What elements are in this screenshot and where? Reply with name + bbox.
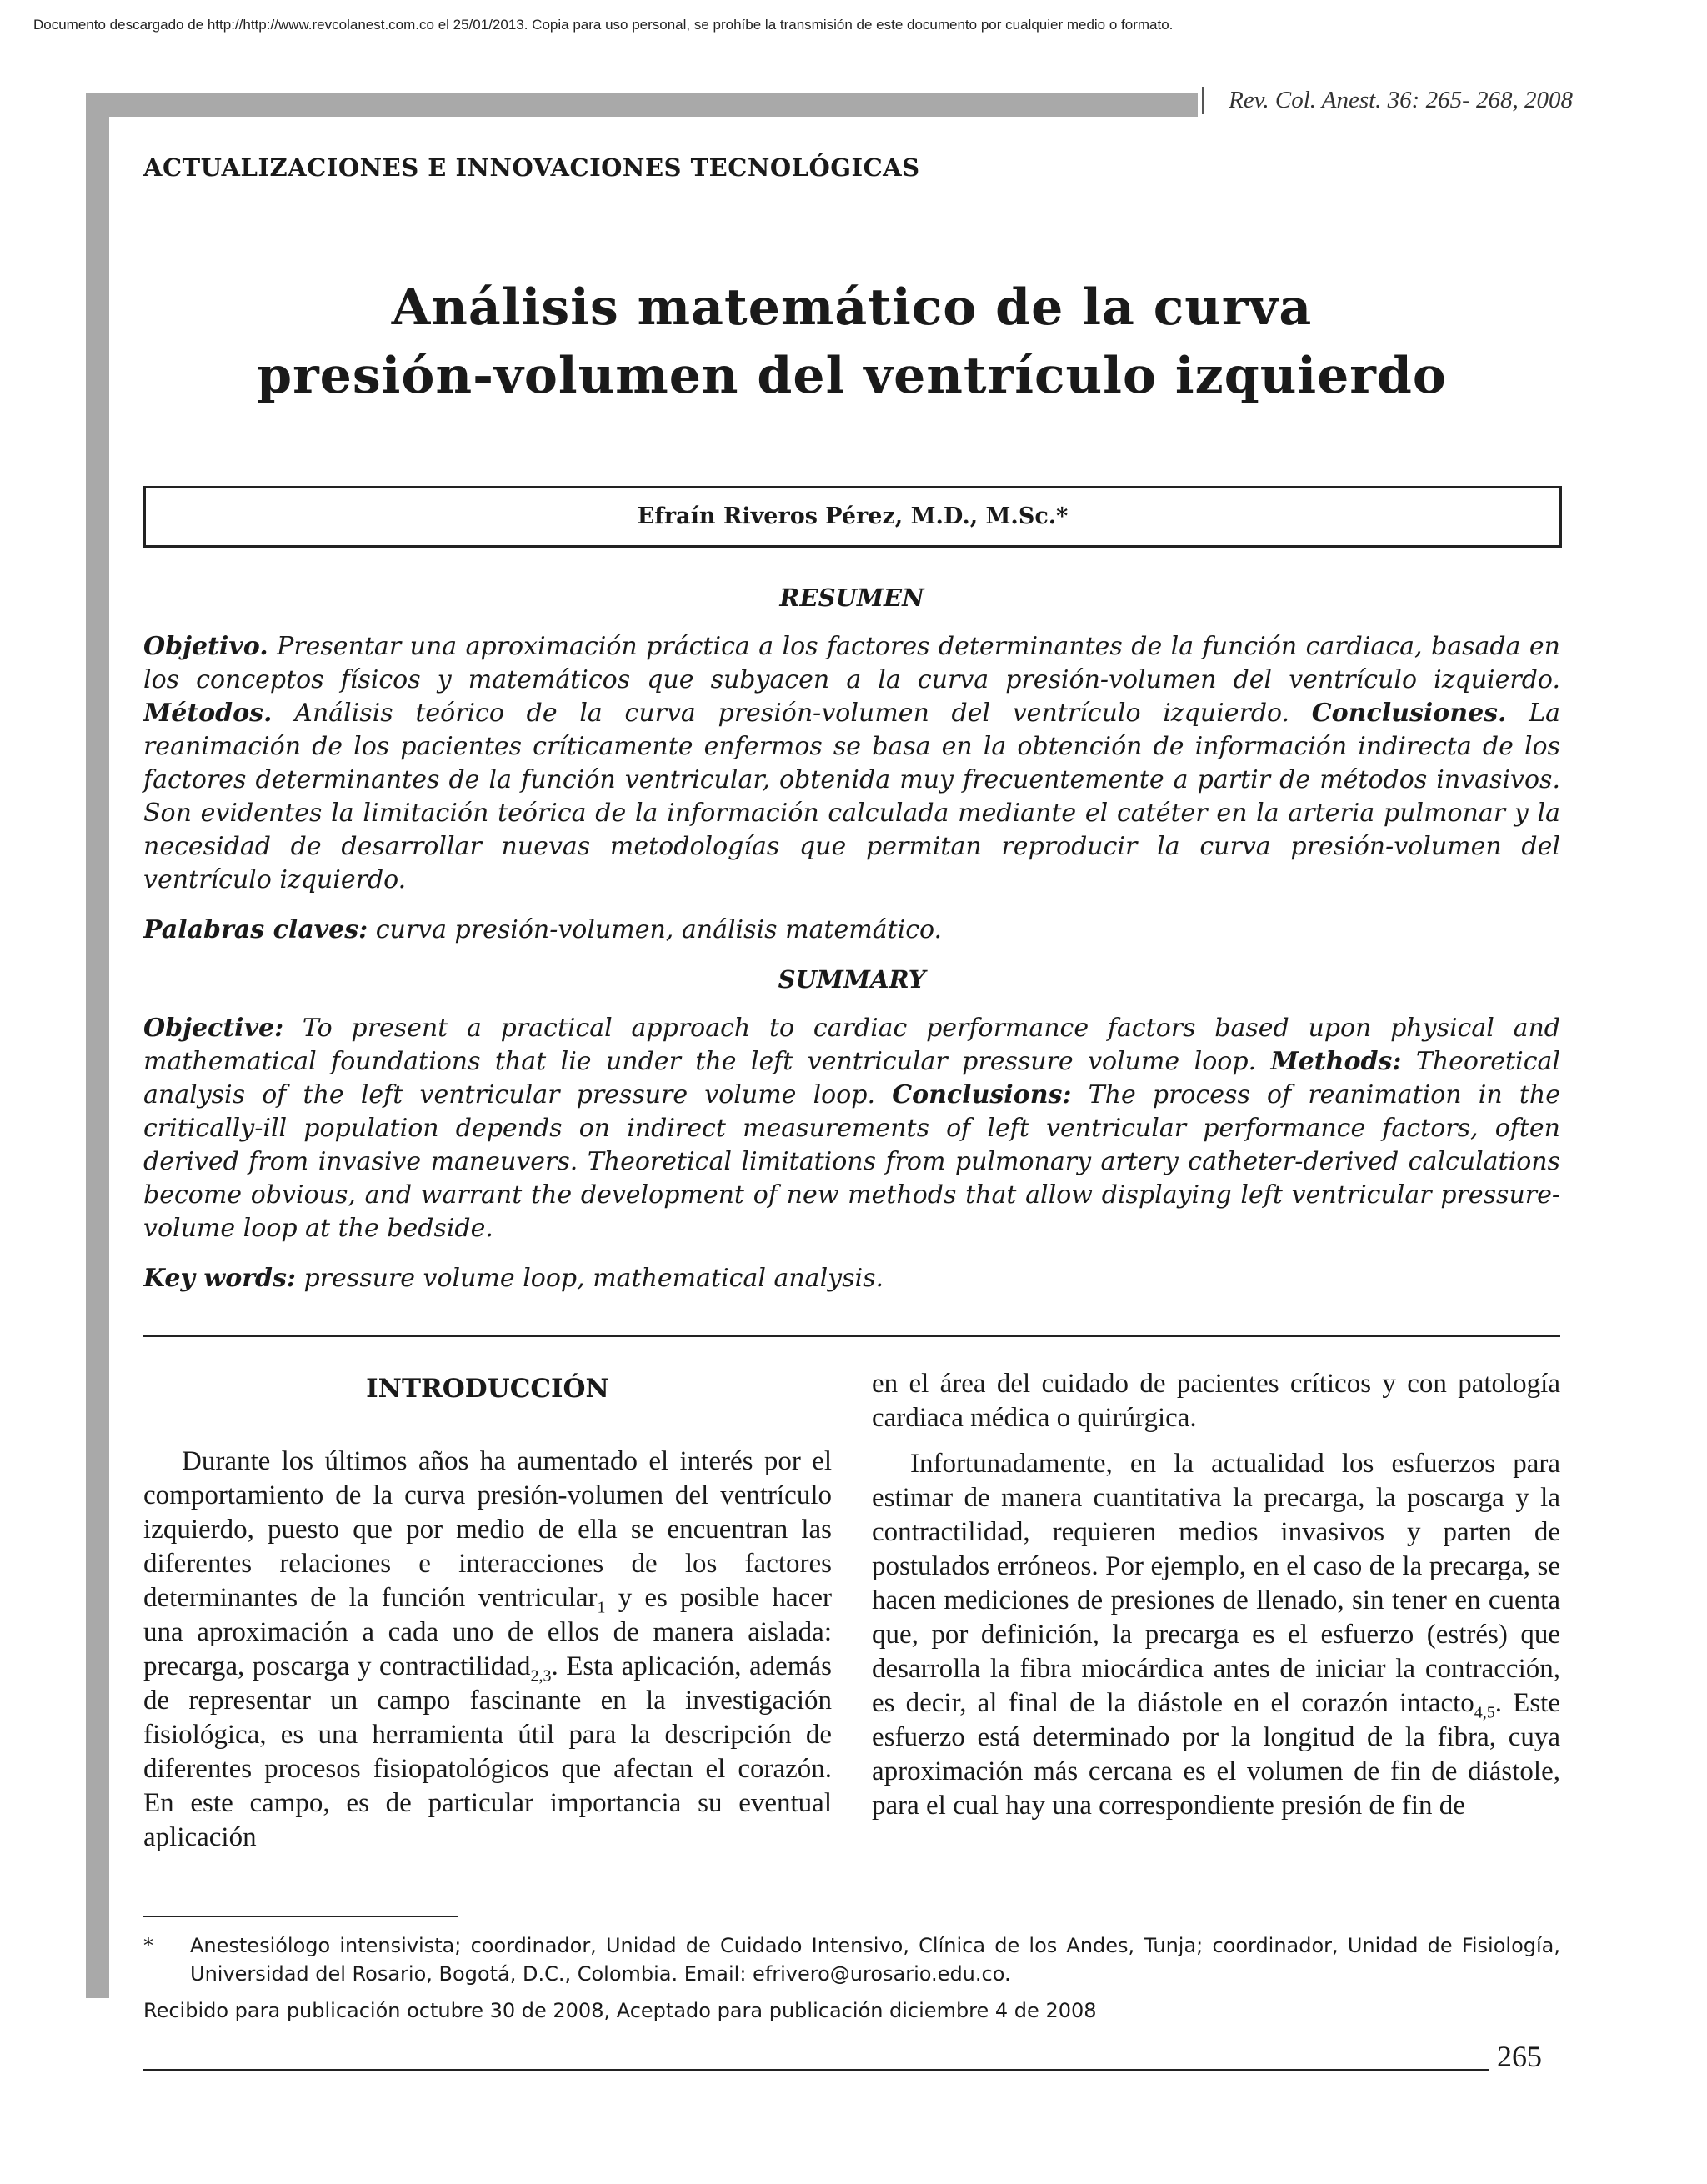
resumen-heading: RESUMEN <box>779 584 924 612</box>
summary-heading: SUMMARY <box>778 965 926 994</box>
received-note: Recibido para publicación octubre 30 de 2008, Aceptado para publicación diciembre 4 de 2008 <box>143 1999 1097 2022</box>
objetivo-text: Presentar una aproximación práctica a los factores determinantes de la función cardiaca, basada en los conceptos físicos y matemáticos que subyacen a la curva presión-volumen del ventrículo izquierdo. <box>143 632 1560 694</box>
left-column <box>143 1367 832 1866</box>
intro-paragraph-1 <box>143 1445 832 1855</box>
author-name: Efraín Riveros Pérez, M.D., M.Sc.* <box>637 503 1069 529</box>
objective-text: To present a practical approach to cardiac performance factors based upon physical and mathematical foundations that lie under the left ventricular pressure volume loop. <box>143 1014 1560 1076</box>
citation-4-5: 4,5 <box>1474 1703 1495 1722</box>
title-line-2: presión-volumen del ventrículo izquierdo <box>257 347 1447 405</box>
metodos-text: Análisis teórico de la curva presión-volumen del ventrículo izquierdo. <box>272 699 1312 728</box>
intro-p2-part-a: Infortunadamente, en la actualidad los esfuerzos para estimar de manera cuantitativa la precarga, la poscarga y la contractilidad, requieren medios invasivos y parten de postulados erróneos. Por ejemplo, en el caso de la precarga, se hacen mediciones de presiones de llenado, sin tener en cuenta que, por definición, la precarga es el esfuerzo (estrés) que desarrolla la fibra miocárdica antes de iniciar la contracción, es decir, al final de la diástole en el corazón intacto <box>872 1449 1560 1718</box>
methods-text: Theoretical analysis of the left ventricular pressure volume loop. <box>143 1047 1560 1110</box>
conclusiones-label: Conclusiones. <box>1311 699 1507 728</box>
left-margin-bar <box>86 93 109 1998</box>
footnote-divider <box>143 1916 458 1917</box>
header-bar <box>86 93 1198 117</box>
palabras-label: Palabras claves: <box>143 915 368 944</box>
download-notice: Documento descargado de http://http://www.revcolanest.com.co el 25/01/2013. Copia para uso personal, se prohíbe la transmisión de este documento por cualquier medio o formato. <box>33 17 1174 33</box>
palabras-claves <box>143 915 1560 944</box>
palabras-text: curva presión-volumen, análisis matemático. <box>368 915 943 944</box>
journal-reference: Rev. Col. Anest. 36: 265- 268, 2008 <box>1202 87 1573 114</box>
page-number: 265 <box>1497 2040 1542 2073</box>
abstract-divider <box>143 1335 1560 1337</box>
section-label: ACTUALIZACIONES E INNOVACIONES TECNOLÓGICAS <box>143 153 920 182</box>
keywords-label: Key words: <box>143 1264 296 1293</box>
objective-label: Objective: <box>143 1014 284 1043</box>
intro-p1-part-a: Durante los últimos años ha aumentado el interés por el comportamiento de la curva presión-volumen del ventrículo izquierdo, puesto que por medio de ella se encuentran las diferentes relaciones e interacciones de los factores determinantes de la función ventricular <box>143 1446 832 1613</box>
resumen-text <box>143 630 1560 897</box>
citation-1: 1 <box>597 1598 606 1617</box>
methods-label: Methods: <box>1270 1047 1402 1076</box>
right-column <box>872 1367 1560 1835</box>
article-title <box>143 273 1560 410</box>
title-line-1: Análisis matemático de la curva <box>391 278 1313 337</box>
intro-p1-part-c: . Esta aplicación, además de representar un campo fascinante en la investigación fisiológica, es una herramienta útil para la descripción de diferentes procesos fisiopatológicos que afectan el corazón. En este campo, es de particular importancia su eventual aplicación <box>143 1651 832 1852</box>
intro-p2-part-b: . Este esfuerzo está determinado por la longitud de la fibra, cuya aproximación más cercana es el volumen de fin de diástole, para el cual hay una correspondiente presión de fin de <box>872 1688 1560 1821</box>
summary-text <box>143 1012 1560 1245</box>
intro-p1-part-b: y es posible hacer una aproximación a cada uno de ellos de manera aislada: precarga, poscarga y contractilidad <box>143 1583 832 1681</box>
metodos-label: Métodos. <box>143 699 273 728</box>
intro-heading: INTRODUCCIÓN <box>366 1374 609 1404</box>
intro-paragraph-2 <box>872 1447 1560 1823</box>
citation-2-3: 2,3 <box>530 1666 552 1686</box>
intro-p1-continuation: en el área del cuidado de pacientes críticos y con patología cardiaca médica o quirúrgica. <box>872 1369 1560 1433</box>
author-box <box>143 486 1562 548</box>
author-footnote <box>143 1931 1560 1988</box>
conclusions-label: Conclusions: <box>892 1080 1072 1110</box>
key-words <box>143 1264 1560 1293</box>
conclusions-text: The process of reanimation in the critically-ill population depends on indirect measurements of left ventricular performance factors, often derived from invasive maneuvers. Theoretical limitations from pulmonary artery catheter-derived calculations become obvious, and warrant the development of new methods that allow displaying left ventricular pressure-volume loop at the bedside. <box>143 1080 1560 1243</box>
conclusiones-text: La reanimación de los pacientes críticamente enfermos se basa en la obtención de información indirecta de los factores determinantes de la función ventricular, obtenida muy frecuentemente a partir de métodos invasivos. Son evidentes la limitación teórica de la información calculada mediante el catéter en la arteria pulmonar y la necesidad de desarrollar nuevas metodologías que permitan reproducir la curva presión-volumen del ventrículo izquierdo. <box>143 699 1561 894</box>
page-bottom-rule <box>143 2069 1489 2071</box>
footnote-mark: * <box>143 1934 153 1957</box>
footnote-text: Anestesiólogo intensivista; coordinador, Unidad de Cuidado Intensivo, Clínica de los Andes, Tunja; coordinador, Unidad de Fisiología, Universidad del Rosario, Bogotá, D.C., Colombia. Email: efrivero@urosario.edu.co. <box>190 1934 1560 1986</box>
objetivo-label: Objetivo. <box>143 632 268 661</box>
keywords-text: pressure volume loop, mathematical analysis. <box>295 1264 884 1293</box>
